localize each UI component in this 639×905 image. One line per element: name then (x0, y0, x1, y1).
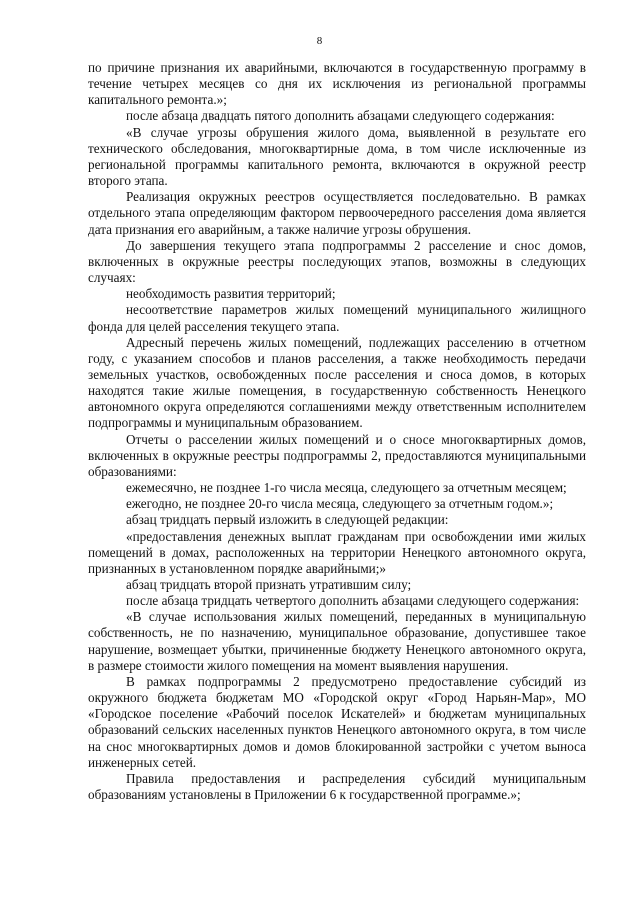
paragraph: «В случае использования жилых помещений, переданных в муниципальную собственность, не по назначению, муниципальное образование, допустившее такое нарушение, возмещает убытки, причиненные бюджету Ненецкого автономного округа, в размере стоимости жилого помещения на момент выявления нарушения. (88, 609, 586, 673)
paragraph: после абзаца тридцать четвертого дополнить абзацами следующего содержания: (126, 593, 580, 609)
paragraph: ежегодно, не позднее 20-го числа месяца, следующего за отчетным годом.»; (126, 496, 554, 512)
paragraph: «В случае угрозы обрушения жилого дома, выявленной в результате его технического обследования, многоквартирные дома, в том числе исключенные из региональной программы капитального ремонта, включаются в окружной реестр второго этапа. (88, 124, 586, 189)
paragraph: Отчеты о расселении жилых помещений и о сносе многоквартирных домов, включенных в окружные реестры подпрограммы 2, предоставляются муниципальными образованиями: (88, 431, 586, 479)
paragraph: несоответствие параметров жилых помещений муниципального жилищного фонда для целей расселения текущего этапа. (88, 302, 586, 334)
paragraph: Правила предоставления и распределения субсидий муниципальным образованиям установлены в Приложении 6 к государственной программе.»; (88, 770, 586, 803)
paragraph: В рамках подпрограммы 2 предусмотрено предоставление субсидий из окружного бюджета бюджетам МО «Городской округ «Город Нарьян-Мар», МО «Городское поселение «Рабочий поселок Искателей» и бюджетам муниципальных образований сельских населенных пунктов Ненецкого автономного округа, в том числе на снос многоквартирных домов и домов блокированной застройки с учетом выноса инженерных сетей. (88, 673, 586, 770)
paragraph: после абзаца двадцать пятого дополнить абзацами следующего содержания: (126, 108, 555, 124)
paragraph: ежемесячно, не позднее 1-го числа месяца, следующего за отчетным месяцем; (126, 480, 567, 496)
paragraph: по причине признания их аварийными, включаются в государственную программу в течение четырех месяцев со дня их исключения из региональной программы капитального ремонта.»; (88, 60, 586, 108)
paragraph: абзац тридцать второй признать утратившим силу; (126, 577, 412, 592)
page-number: 8 (316, 35, 323, 47)
paragraph: Реализация окружных реестров осуществляется последовательно. В рамках отдельного этапа определяющим фактором первоочередного расселения дома является дата признания его аварийным, а также наличие угрозы обрушения. (88, 189, 586, 237)
paragraph: Адресный перечень жилых помещений, подлежащих расселению в отчетном году, с указанием способов и планов расселения, а также необходимость передачи земельных участков, освобожденных после расселения и сноса домов, в которых находятся такие жилые помещения, в государственную собственность Ненецкого автономного округа определяются соглашениями между ответственным исполнителем подпрограммы и муниципальным образованием. (88, 334, 586, 431)
paragraph: необходимость развития территорий; (126, 286, 336, 302)
paragraph: «предоставления денежных выплат гражданам при освобождении ими жилых помещений в домах, расположенных на территории Ненецкого автономного округа, признанных в установленном порядке аварийными;» (88, 528, 586, 576)
document-body (88, 60, 586, 803)
paragraph: абзац тридцать первый изложить в следующей редакции: (126, 512, 449, 528)
paragraph: До завершения текущего этапа подпрограммы 2 расселение и снос домов, включенных в окружные реестры последующих этапов, возможны в следующих случаях: (88, 237, 586, 286)
